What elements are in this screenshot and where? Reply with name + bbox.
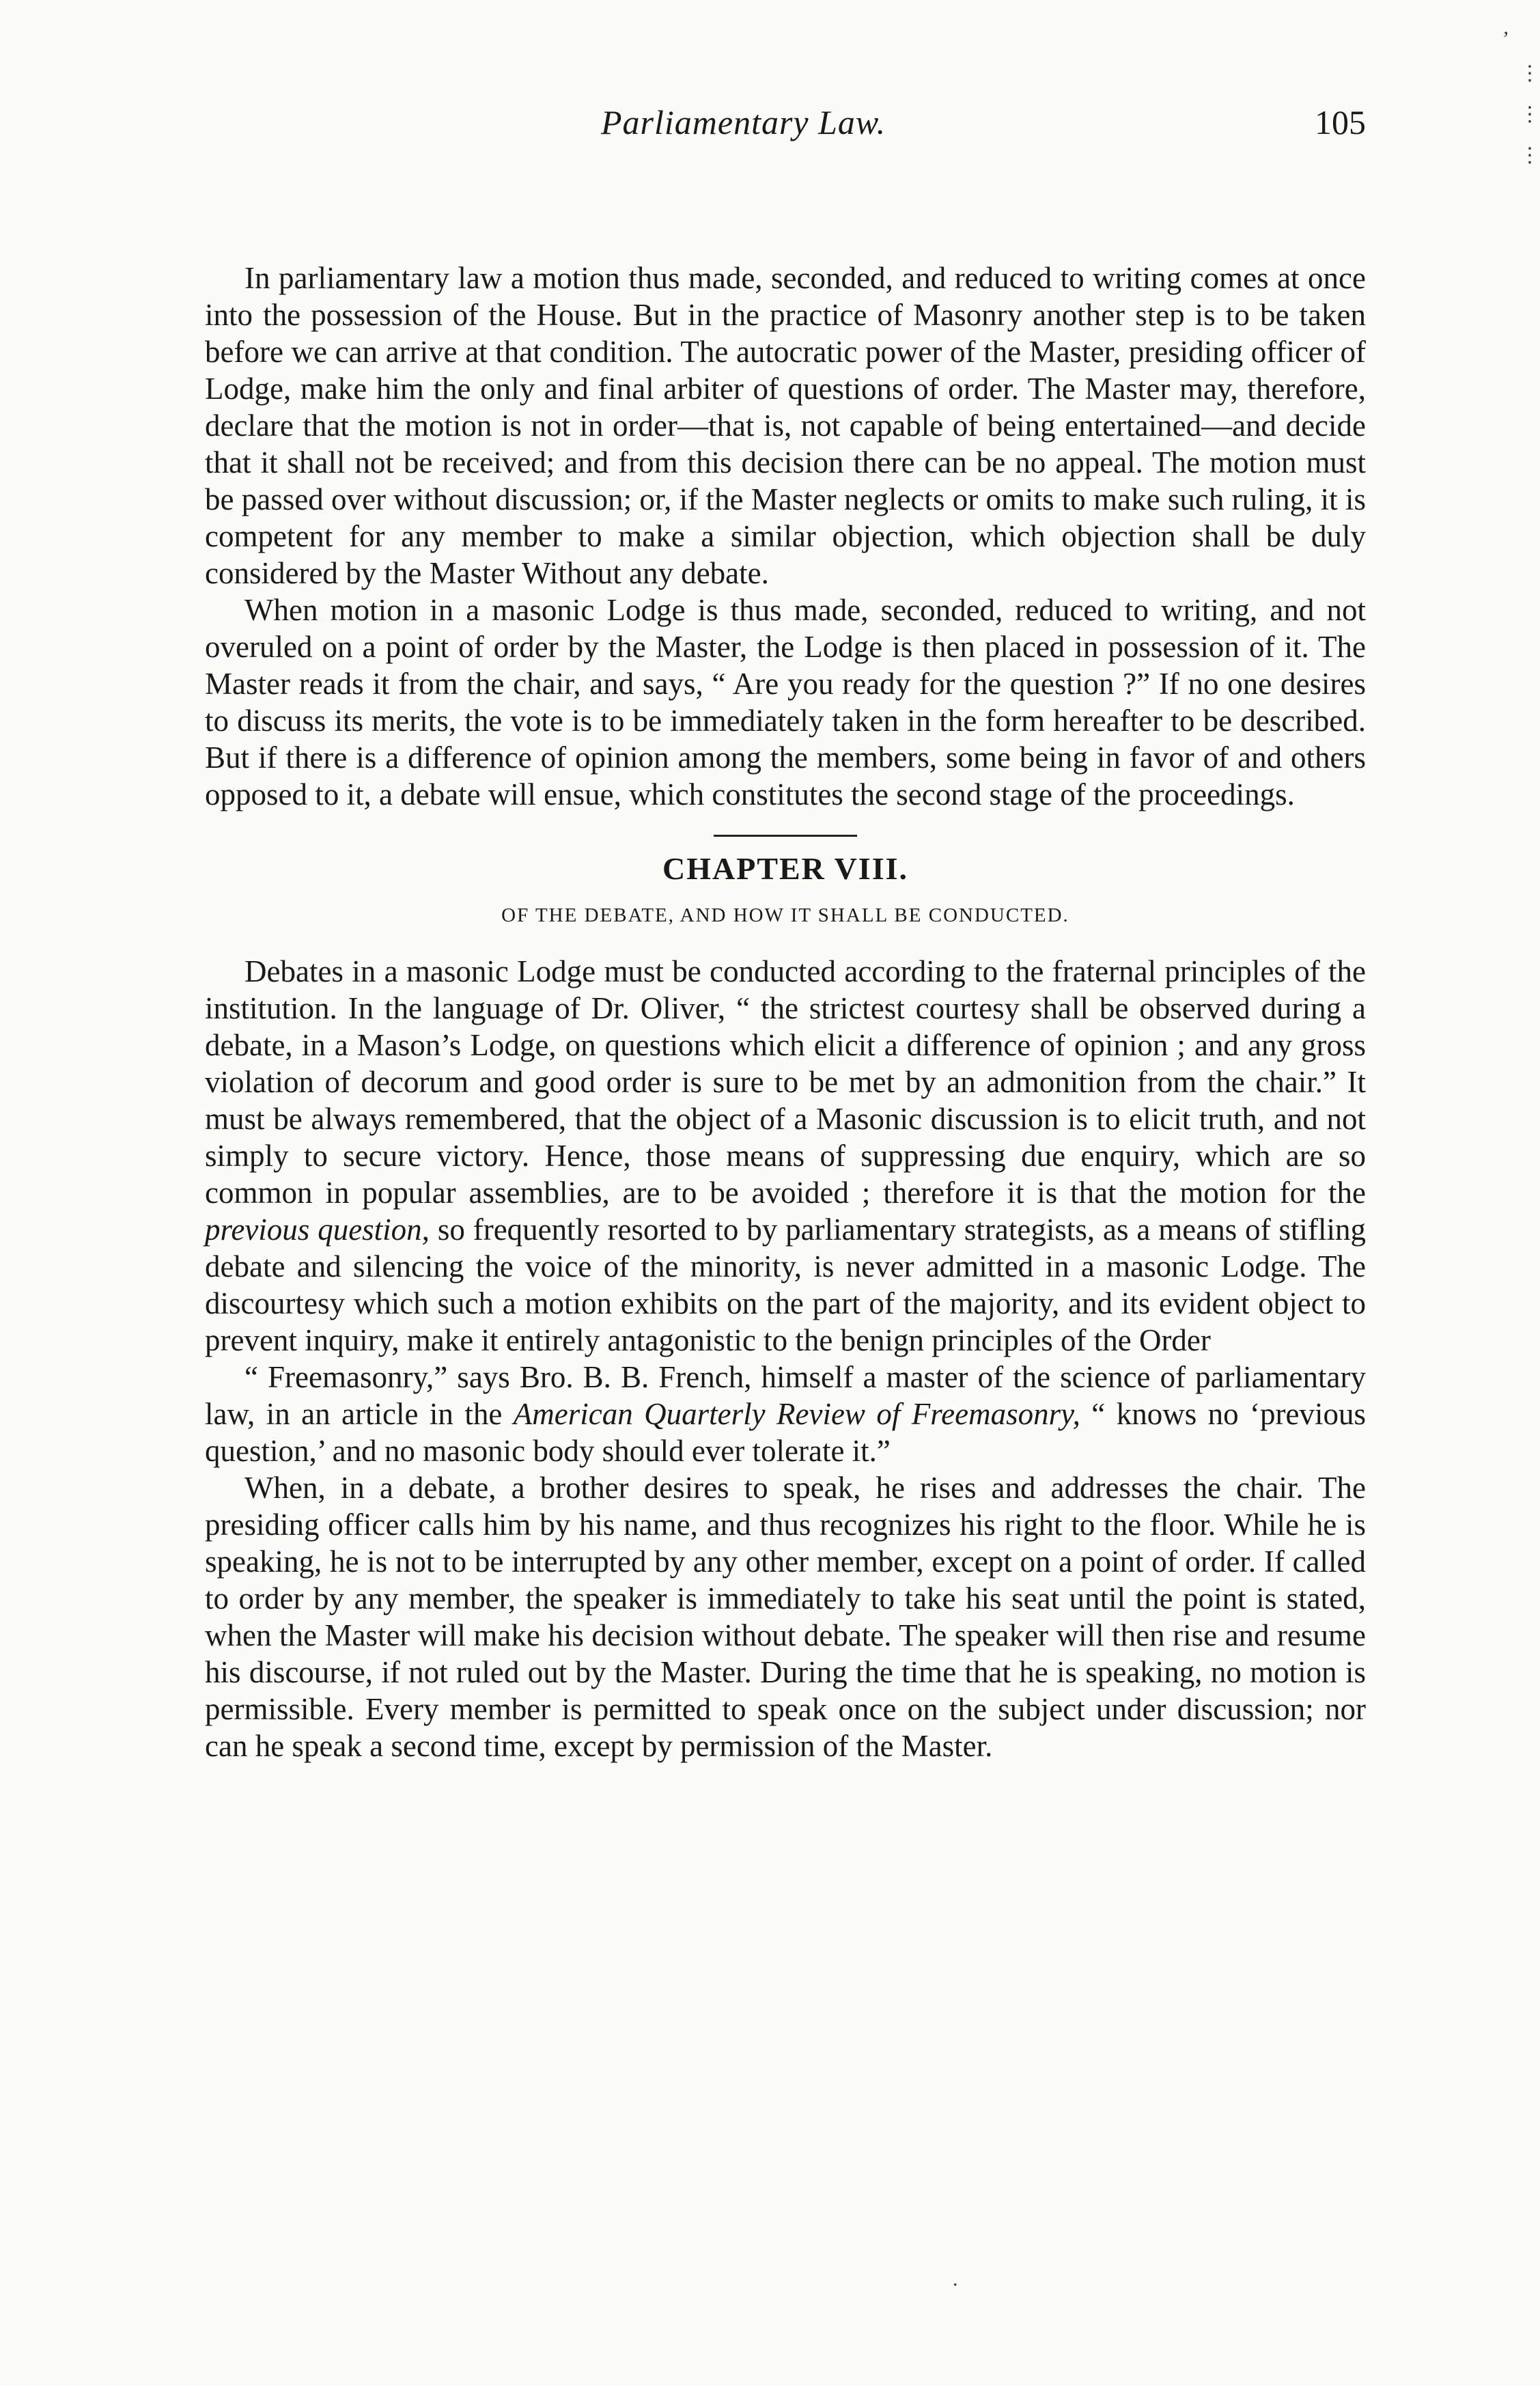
margin-speck: ⋮ [1520, 62, 1540, 85]
section-rule [714, 835, 857, 837]
paragraph [205, 1359, 1366, 1469]
paragraph-text: “ knows no ‘previous question,’ and no masonic body should ever tolerate it.” [205, 1397, 1367, 1468]
paragraph: When, in a debate, a brother desires to speak, he rises and addresses the chair. The presiding officer calls him by his name, and thus recognizes his right to the floor. While he is speaking, he is not to be interrupted by any other member, except on a point of order. If called to order by any member, the speaker is immediately to take his seat until the point is stated, when the Master will make his decision without debate. The speaker will then rise and resume his discourse, if not ruled out by the Master. During the time that he is speaking, no motion is permissible. Every member is permitted to speak once on the subject under discussion; nor can he speak a second time, except by permission of the Master. [205, 1471, 1366, 1763]
page-number: 105 [1315, 103, 1366, 141]
chapter-subtitle: OF THE DEBATE, AND HOW IT SHALL BE CONDUCTED. [501, 904, 1069, 926]
margin-speck: ’ [1502, 27, 1509, 50]
margin-speck: ⋮ [1520, 144, 1540, 167]
paragraph-text: Debates in a masonic Lodge must be conducted according to the fraternal principles of the institution. In the language of Dr. Oliver, “ the strictest courtesy shall be observed during a debate, in a Mason’s Lodge, on questions which elicit a difference of opinion ; and any gross violation of decorum and good order is sure to be met by an admonition from the chair.” It must be always remembered, that the object of a Masonic discussion is to elicit truth, and not simply to secure victory. Hence, those means of suppressing due enquiry, which are so common in popular assemblies, are to be avoided ; therefore it is that the motion for the [205, 954, 1366, 1210]
paragraph: In parliamentary law a motion thus made, seconded, and reduced to writing comes at once into the possession of the House. But in the practice of Masonry another step is to be taken before we can arrive at that condition. The autocratic power of the Master, presiding officer of Lodge, make him the only and final arbiter of questions of order. The Master may, therefore, declare that the motion is not in order—that is, not capable of being entertained—and decide that it shall not be received; and from this decision there can be no appeal. The motion must be passed over without discussion; or, if the Master neglects or omits to make such ruling, it is competent for any member to make a similar objection, which objection shall be duly considered by the Master Without any debate. [205, 261, 1366, 590]
page-header [205, 102, 1366, 150]
paragraph-text: so frequently resorted to by parliamentary strategists, as a means of stifling debate and silencing the voice of the minority, is never admitted in a masonic Lodge. The discourtesy which such a motion exhibits on the part of the majority, and its evident object to prevent inquiry, make it entirely antagonistic to the benign principles of the Order [205, 1212, 1366, 1357]
page-body [205, 260, 1366, 1764]
running-title: Parliamentary Law. [601, 103, 886, 141]
margin-speck: . [953, 2268, 958, 2290]
margin-speck: ⋮ [1520, 103, 1540, 126]
italic-title: American Quarterly Review of Freemasonry, [513, 1397, 1080, 1431]
paragraph-text: “ Freemasonry,” says Bro. B. B. French, himself a master of the science of parliamentary law, in an article in the [205, 1360, 1366, 1431]
paragraph: When motion in a masonic Lodge is thus made, seconded, reduced to writing, and not overuled on a point of order by the Master, the Lodge is then placed in possession of it. The Master reads it from the chair, and says, “ Are you ready for the question ?” If no one desires to discuss its merits, the vote is to be immediately taken in the form hereafter to be described. But if there is a difference of opinion among the members, some being in favor of and others opposed to it, a debate will ensue, which constitutes the second stage of the proceedings. [205, 593, 1366, 811]
paragraph [205, 953, 1366, 1359]
chapter-title: CHAPTER VIII. [662, 851, 908, 886]
italic-term: previous question, [205, 1212, 430, 1247]
